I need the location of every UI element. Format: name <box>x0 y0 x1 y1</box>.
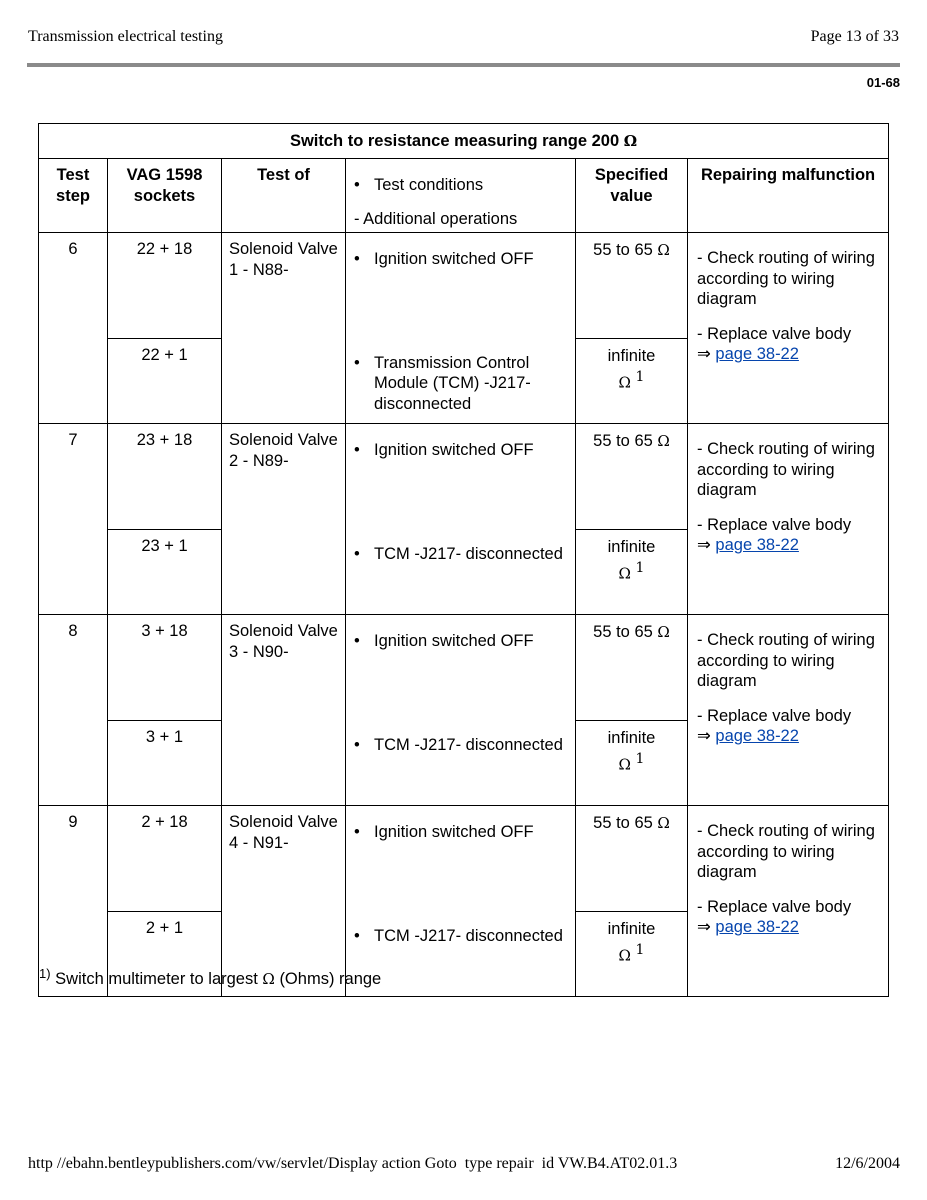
column-header-row <box>39 159 889 233</box>
condition-text: Ignition switched OFF <box>374 823 534 841</box>
sockets-cell: 3 + 18 <box>108 615 222 721</box>
doc-number: 01-68 <box>866 75 900 90</box>
test-of-cell: Solenoid Valve 2 - N89- <box>222 424 346 615</box>
test-step-cell: 6 <box>39 233 108 424</box>
footnote <box>39 966 381 989</box>
page-link[interactable]: page 38-22 <box>715 345 799 363</box>
arrow-right-icon: ⇒ <box>697 918 711 936</box>
footer-url: http //ebahn.bentleypublishers.com/vw/servlet/Display action Goto type repair id VW.B4.AT02.01.3 <box>28 1155 678 1172</box>
conditions-cell <box>346 615 576 806</box>
bullet-icon: • <box>354 176 360 194</box>
ohm-symbol: Ω <box>623 131 638 150</box>
ohm-symbol: Ω <box>657 623 670 641</box>
specified-value-cell <box>576 615 688 721</box>
page-link[interactable]: page 38-22 <box>715 727 799 745</box>
footnote-ref: 1 <box>635 368 645 385</box>
ohm-symbol: Ω <box>657 814 670 832</box>
condition-text: Ignition switched OFF <box>374 632 534 650</box>
sockets-cell: 2 + 1 <box>108 912 222 997</box>
ohm-symbol: Ω <box>618 564 631 582</box>
table-row <box>39 806 889 912</box>
spec-table <box>38 123 889 997</box>
header-rule <box>27 63 900 67</box>
specified-value-cell <box>576 721 688 806</box>
repair-instruction: - Check routing of wiring according to wiring diagram <box>697 440 875 499</box>
footnote-ref: 1 <box>635 750 645 767</box>
ohm-symbol: Ω <box>618 755 631 773</box>
specified-value: infinite <box>607 538 656 556</box>
condition-text: Ignition switched OFF <box>374 441 534 459</box>
repair-instruction: - Check routing of wiring according to wiring diagram <box>697 249 875 308</box>
col-header-sockets: VAG 1598 sockets <box>108 159 222 233</box>
sockets-cell: 3 + 1 <box>108 721 222 806</box>
bullet-icon: • <box>354 544 360 563</box>
test-of-cell: Solenoid Valve 4 - N91- <box>222 806 346 997</box>
condition-text: TCM -J217- disconnected <box>374 926 563 945</box>
test-step-cell: 8 <box>39 615 108 806</box>
sockets-cell: 23 + 18 <box>108 424 222 530</box>
page-link[interactable]: page 38-22 <box>715 536 799 554</box>
ohm-symbol: Ω <box>262 970 275 988</box>
bullet-icon: • <box>354 250 360 268</box>
col-header-specified: Specified value <box>576 159 688 233</box>
repair-instruction: - Replace valve body <box>697 706 852 725</box>
footnote-ref: 1 <box>635 559 645 576</box>
repairing-cell <box>688 233 889 424</box>
table-row <box>39 233 889 339</box>
footer-date: 12/6/2004 <box>835 1155 900 1172</box>
col-header-conditions <box>346 159 576 233</box>
bullet-icon: • <box>354 735 360 754</box>
condition-text: Ignition switched OFF <box>374 250 534 268</box>
specified-value: 55 to 65 <box>593 814 653 832</box>
specified-value-cell <box>576 339 688 424</box>
specified-value: infinite <box>607 920 656 938</box>
repair-instruction: - Check routing of wiring according to wiring diagram <box>697 822 875 881</box>
header-title: Transmission electrical testing <box>28 28 223 45</box>
ohm-symbol: Ω <box>657 241 670 259</box>
sockets-cell: 22 + 18 <box>108 233 222 339</box>
bullet-icon: • <box>354 926 360 945</box>
table-title <box>39 124 889 159</box>
table-title-text: Switch to resistance measuring range 200 <box>289 131 620 150</box>
specified-value-cell <box>576 424 688 530</box>
col-header-additional: - Additional operations <box>354 209 518 228</box>
specified-value: infinite <box>607 729 656 747</box>
sockets-cell: 22 + 1 <box>108 339 222 424</box>
specified-value-cell <box>576 912 688 997</box>
col-header-test-of: Test of <box>222 159 346 233</box>
bullet-icon: • <box>354 441 360 459</box>
specified-value: 55 to 65 <box>593 241 653 259</box>
repair-instruction: - Replace valve body <box>697 324 852 343</box>
repairing-cell <box>688 424 889 615</box>
condition-text: TCM -J217- disconnected <box>374 735 563 754</box>
repair-instruction: - Replace valve body <box>697 515 852 534</box>
footnote-marker: 1) <box>39 966 51 981</box>
table-row <box>39 615 889 721</box>
col-header-conditions-label: Test conditions <box>374 176 484 194</box>
conditions-cell <box>346 233 576 424</box>
bullet-icon: • <box>354 823 360 841</box>
conditions-cell <box>346 424 576 615</box>
specified-value-cell <box>576 233 688 339</box>
repairing-cell <box>688 806 889 997</box>
test-step-cell: 9 <box>39 806 108 997</box>
condition-text: Transmission Control Module (TCM) -J217- disconnected <box>374 353 531 413</box>
specified-value: 55 to 65 <box>593 623 653 641</box>
col-header-repairing: Repairing malfunction <box>688 159 889 233</box>
arrow-right-icon: ⇒ <box>697 345 711 363</box>
test-step-cell: 7 <box>39 424 108 615</box>
table-row <box>39 424 889 530</box>
specified-value: infinite <box>607 347 656 365</box>
bullet-icon: • <box>354 353 360 372</box>
arrow-right-icon: ⇒ <box>697 727 711 745</box>
repairing-cell <box>688 615 889 806</box>
bullet-icon: • <box>354 632 360 650</box>
footnote-text: Switch multimeter to largest <box>55 970 258 988</box>
footnote-ref: 1 <box>635 941 645 958</box>
footnote-text-after: (Ohms) range <box>279 970 382 988</box>
test-of-cell: Solenoid Valve 3 - N90- <box>222 615 346 806</box>
specified-value-cell <box>576 806 688 912</box>
page-link[interactable]: page 38-22 <box>715 918 799 936</box>
repair-instruction: - Replace valve body <box>697 897 852 916</box>
sockets-cell: 2 + 18 <box>108 806 222 912</box>
specified-value: 55 to 65 <box>593 432 653 450</box>
test-of-cell: Solenoid Valve 1 - N88- <box>222 233 346 424</box>
repair-instruction: - Check routing of wiring according to wiring diagram <box>697 631 875 690</box>
col-header-test-step: Test step <box>39 159 108 233</box>
arrow-right-icon: ⇒ <box>697 536 711 554</box>
page-counter: Page 13 of 33 <box>810 28 899 45</box>
specified-value-cell <box>576 530 688 615</box>
ohm-symbol: Ω <box>618 373 631 391</box>
ohm-symbol: Ω <box>618 946 631 964</box>
ohm-symbol: Ω <box>657 432 670 450</box>
sockets-cell: 23 + 1 <box>108 530 222 615</box>
condition-text: TCM -J217- disconnected <box>374 544 563 563</box>
